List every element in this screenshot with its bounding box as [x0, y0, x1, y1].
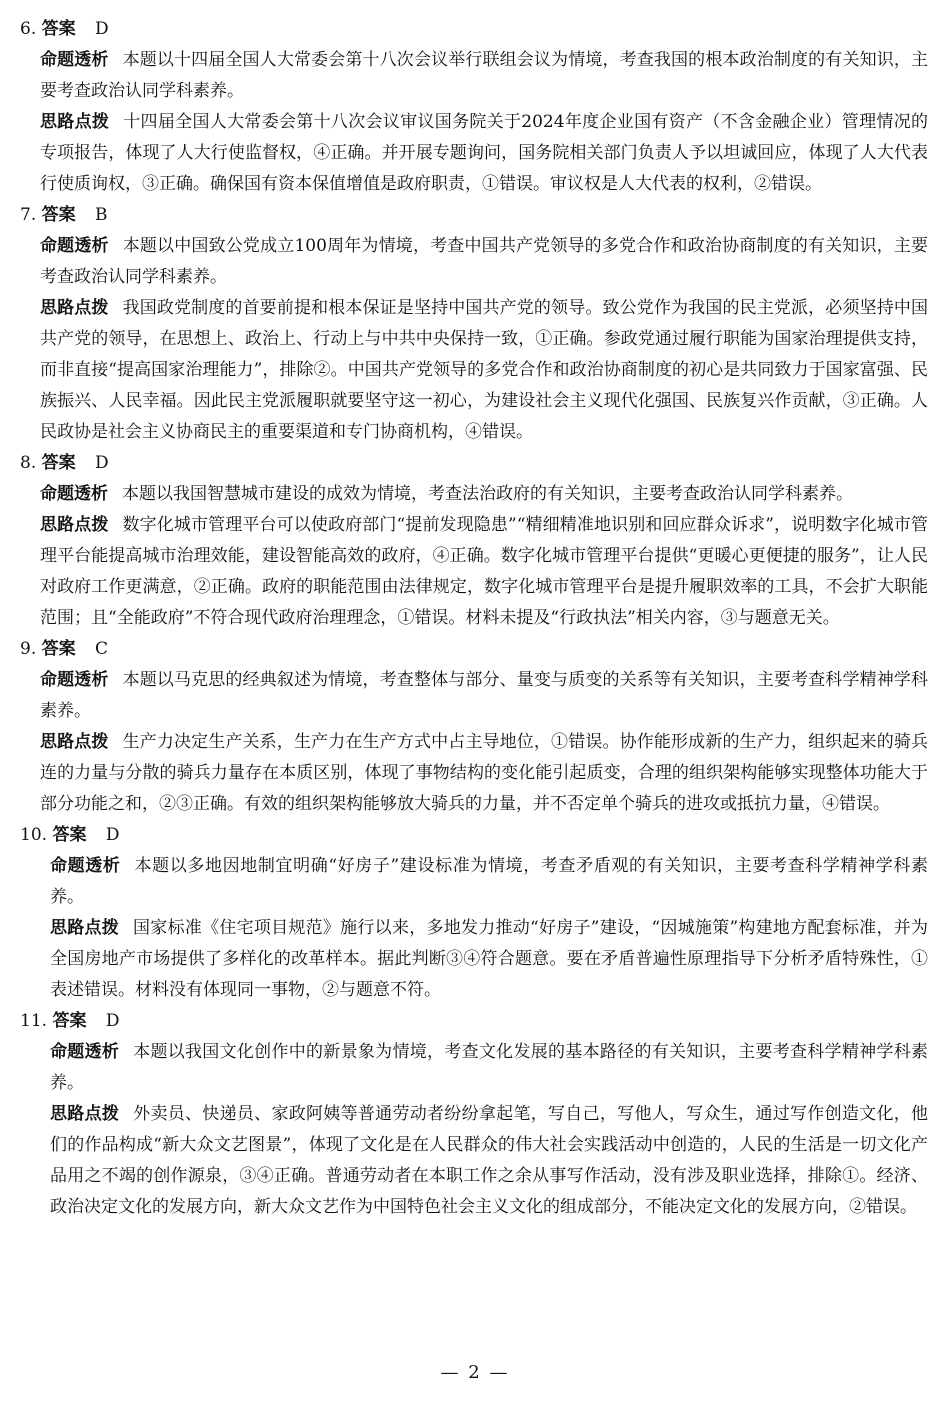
hint-label: 思路点拨	[40, 112, 110, 132]
hint-paragraph	[20, 107, 928, 200]
analysis-label: 命题透析	[40, 670, 109, 690]
hint-label: 思路点拨	[40, 515, 109, 535]
analysis-label: 命题透析	[40, 484, 108, 504]
analysis-paragraph	[20, 665, 928, 727]
question-header	[20, 14, 928, 45]
answer-value: C	[95, 639, 109, 659]
question-number: 9.	[20, 639, 37, 659]
question-header	[20, 200, 928, 231]
question-header	[20, 820, 928, 851]
analysis-paragraph	[20, 231, 928, 293]
hint-label: 思路点拨	[50, 918, 120, 938]
question-8	[20, 448, 928, 634]
analysis-paragraph	[20, 479, 928, 510]
question-header	[20, 448, 928, 479]
question-11	[20, 1006, 928, 1223]
hint-label: 思路点拨	[40, 732, 109, 752]
answer-value: D	[105, 1011, 120, 1031]
question-number: 8.	[20, 453, 37, 473]
answer-label: 答案	[41, 453, 76, 473]
analysis-text: 本题以十四届全国人大常委会第十八次会议举行联组会议为情境，考查我国的根本政治制度的有关知识，主要考查政治认同学科素养。	[40, 50, 929, 101]
hint-text: 生产力决定生产关系，生产力在生产方式中占主导地位，①错误。协作能形成新的生产力，组织起来的骑兵连的力量与分散的骑兵力量存在本质区别，体现了事物结构的变化能引起质变，合理的组织架构能够实现整体功能大于部分功能之和，②③正确。有效的组织架构能够放大骑兵的力量，并不否定单个骑兵的进攻或抵抗力量，④错误。	[40, 732, 929, 814]
question-number: 11.	[20, 1011, 48, 1031]
analysis-label: 命题透析	[40, 236, 109, 256]
analysis-text: 本题以多地因地制宜明确“好房子”建设标准为情境，考查矛盾观的有关知识，主要考查科学精神学科素养。	[50, 856, 928, 907]
question-7	[20, 200, 928, 448]
hint-text: 外卖员、快递员、家政阿姨等普通劳动者纷纷拿起笔，写自己，写他人，写众生，通过写作创造文化，他们的作品构成“新大众文艺图景”，体现了文化是在人民群众的伟大社会实践活动中创造的，人民的生活是一切文化产品用之不竭的创作源泉，③④正确。普通劳动者在本职工作之余从事写作活动，没有涉及职业选择，排除①。经济、政治决定文化的发展方向，新大众文艺作为中国特色社会主义文化的组成部分，不能决定文化的发展方向，②错误。	[50, 1104, 929, 1217]
hint-paragraph	[20, 727, 928, 820]
question-6	[20, 14, 928, 200]
analysis-text: 本题以马克思的经典叙述为情境，考查整体与部分、量变与质变的关系等有关知识，主要考查科学精神学科素养。	[40, 670, 929, 721]
question-header	[20, 634, 928, 665]
hint-text: 十四届全国人大常委会第十八次会议审议国务院关于2024年度企业国有资产（不含金融企业）管理情况的专项报告，体现了人大行使监督权，④正确。并开展专题询问，国务院相关部门负责人予以坦诚回应，体现了人大代表行使质询权，③正确。确保国有资本保值增值是政府职责，①错误。审议权是人大代表的权利，②错误。	[40, 112, 929, 194]
question-number: 7.	[20, 205, 37, 225]
analysis-paragraph	[20, 45, 928, 107]
question-number: 6.	[20, 19, 37, 39]
answer-label: 答案	[52, 1011, 87, 1031]
analysis-label: 命题透析	[50, 856, 121, 876]
answer-value: D	[95, 453, 109, 473]
answer-label: 答案	[41, 639, 76, 659]
hint-paragraph	[20, 913, 928, 1006]
hint-paragraph	[20, 293, 928, 448]
analysis-label: 命题透析	[40, 50, 109, 70]
analysis-paragraph	[20, 851, 928, 913]
question-header	[20, 1006, 928, 1037]
analysis-text: 本题以我国文化创作中的新景象为情境，考查文化发展的基本路径的有关知识，主要考查科学精神学科素养。	[50, 1042, 929, 1093]
answer-value: D	[95, 19, 109, 39]
question-9	[20, 634, 928, 820]
answer-label: 答案	[41, 205, 76, 225]
hint-text: 数字化城市管理平台可以使政府部门“提前发现隐患”“精细精准地识别和回应群众诉求”，说明数字化城市管理平台能提高城市治理效能，建设智能高效的政府，④正确。数字化城市管理平台提供“更暖心更便捷的服务”，让人民对政府工作更满意，②正确。政府的职能范围由法律规定，数字化城市管理平台是提升履职效率的工具，不会扩大职能范围；且“全能政府”不符合现代政府治理理念，①错误。材料未提及“行政执法”相关内容，③与题意无关。	[40, 515, 929, 628]
page-number: — 2 —	[440, 1362, 510, 1383]
analysis-text: 本题以中国致公党成立100周年为情境，考查中国共产党领导的多党合作和政治协商制度的有关知识，主要考查政治认同学科素养。	[40, 236, 928, 287]
answer-label: 答案	[41, 19, 76, 39]
analysis-paragraph	[20, 1037, 928, 1099]
analysis-label: 命题透析	[50, 1042, 120, 1062]
question-10	[20, 820, 928, 1006]
hint-label: 思路点拨	[40, 298, 109, 318]
hint-label: 思路点拨	[50, 1104, 120, 1124]
answer-value: B	[95, 205, 108, 225]
hint-paragraph	[20, 510, 928, 634]
question-number: 10.	[20, 825, 48, 845]
analysis-text: 本题以我国智慧城市建设的成效为情境，考查法治政府的有关知识，主要考查政治认同学科素养。	[122, 484, 853, 504]
hint-text: 国家标准《住宅项目规范》施行以来，多地发力推动“好房子”建设，“因城施策”构建地方配套标准，并为全国房地产市场提供了多样化的改革样本。据此判断③④符合题意。要在矛盾普遍性原理指导下分析矛盾特殊性，①表述错误。材料没有体现同一事物，②与题意不符。	[50, 918, 929, 1000]
answer-label: 答案	[52, 825, 87, 845]
hint-paragraph	[20, 1099, 928, 1223]
hint-text: 我国政党制度的首要前提和根本保证是坚持中国共产党的领导。致公党作为我国的民主党派，必须坚持中国共产党的领导，在思想上、政治上、行动上与中共中央保持一致，①正确。参政党通过履行职能为国家治理提供支持，而非直接“提高国家治理能力”，排除②。中国共产党领导的多党合作和政治协商制度的初心是共同致力于国家富强、民族振兴、人民幸福。因此民主党派履职就要坚守这一初心，为建设社会主义现代化强国、民族复兴作贡献，③正确。人民政协是社会主义协商民主的重要渠道和专门协商机构，④错误。	[40, 298, 929, 442]
answer-value: D	[105, 825, 120, 845]
